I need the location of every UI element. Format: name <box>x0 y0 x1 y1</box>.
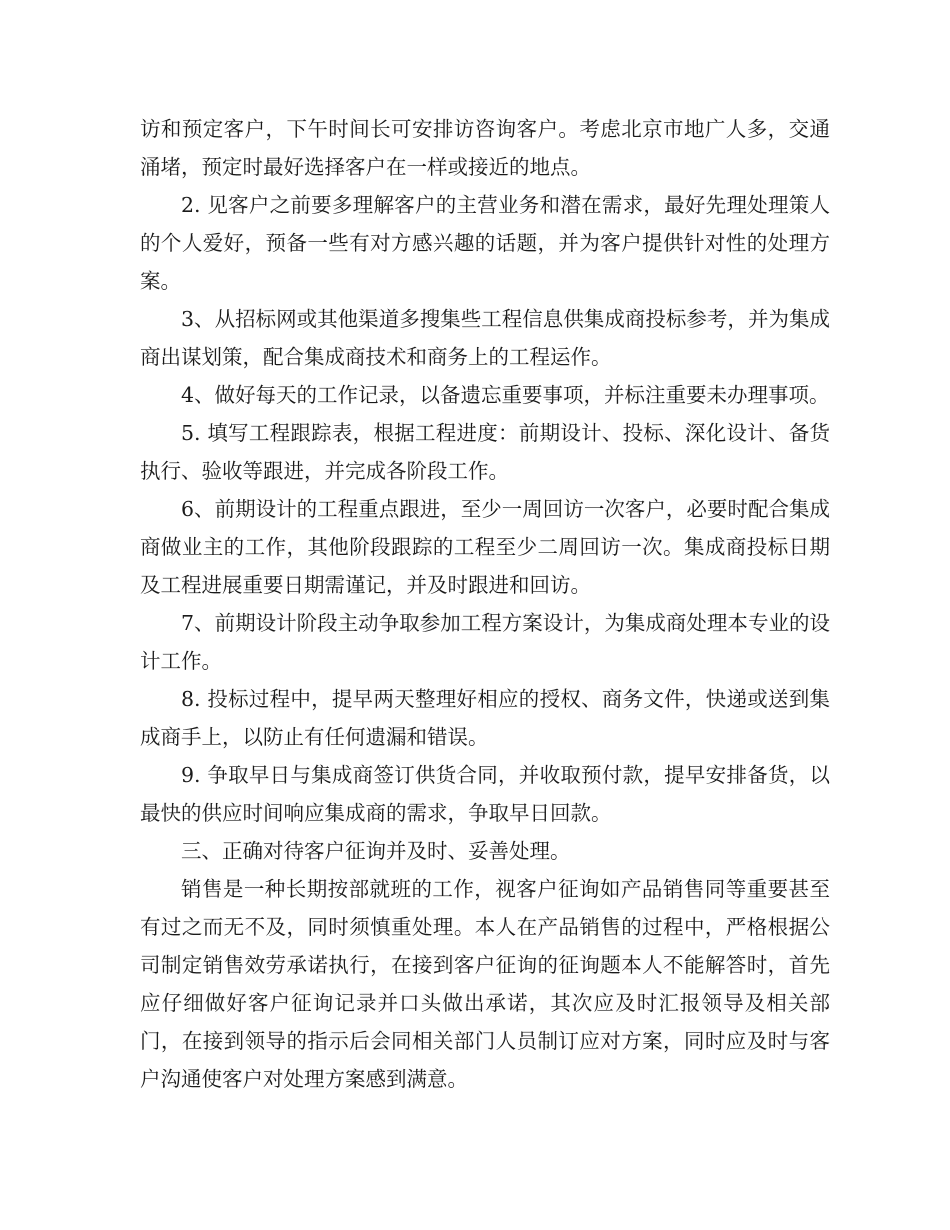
paragraph-item-2: 2. 见客户之前要多理解客户的主营业务和潜在需求，最好先理处理策人的个人爱好，预备一些有对方感兴趣的话题，并为客户提供针对性的处理方案。 <box>140 193 830 293</box>
paragraph-item-8: 8. 投标过程中，提早两天整理好相应的授权、商务文件，快递或送到集成商手上，以防止有任何遗漏和错误。 <box>140 687 830 749</box>
paragraph-continuation: 访和预定客户，下午时间长可安排访咨询客户。考虑北京市地广人多，交通涌堵，预定时最好选择客户在一样或接近的地点。 <box>140 117 830 179</box>
section-heading-3: 三、正确对待客户征询并及时、妥善处理。 <box>181 839 571 863</box>
paragraph-item-9: 9. 争取早日与集成商签订供货合同，并收取预付款，提早安排备货，以最快的供应时间响应集成商的需求，争取早日回款。 <box>140 763 830 825</box>
paragraph-item-6: 6、前期设计的工程重点跟进，至少一周回访一次客户，必要时配合集成商做业主的工作，其他阶段跟踪的工程至少二周回访一次。集成商投标日期及工程进展重要日期需谨记，并及时跟进和回访。 <box>140 497 830 597</box>
paragraph-item-4: 4、做好每天的工作记录，以备遗忘重要事项，并标注重要未办理事项。 <box>181 383 830 407</box>
paragraph-section-3-body: 销售是一种长期按部就班的工作，视客户征询如产品销售同等重要甚至有过之而无不及，同时须慎重处理。本人在产品销售的过程中，严格根据公司制定销售效劳承诺执行，在接到客户征询的征询题本人不能解答时，首先应仔细做好客户征询记录并口头做出承诺，其次应及时汇报领导及相关部门，在接到领导的指示后会同相关部门人员制订应对方案，同时应及时与客户沟通使客户对处理方案感到满意。 <box>140 877 830 1091</box>
paragraph-item-7: 7、前期设计阶段主动争取参加工程方案设计，为集成商处理本专业的设计工作。 <box>140 611 830 673</box>
document-page <box>140 110 830 1098</box>
paragraph-item-5: 5. 填写工程跟踪表，根据工程进度：前期设计、投标、深化设计、备货执行、验收等跟进，并完成各阶段工作。 <box>140 421 830 483</box>
paragraph-item-3: 3、从招标网或其他渠道多搜集些工程信息供集成商投标参考，并为集成商出谋划策，配合集成商技术和商务上的工程运作。 <box>140 307 830 369</box>
